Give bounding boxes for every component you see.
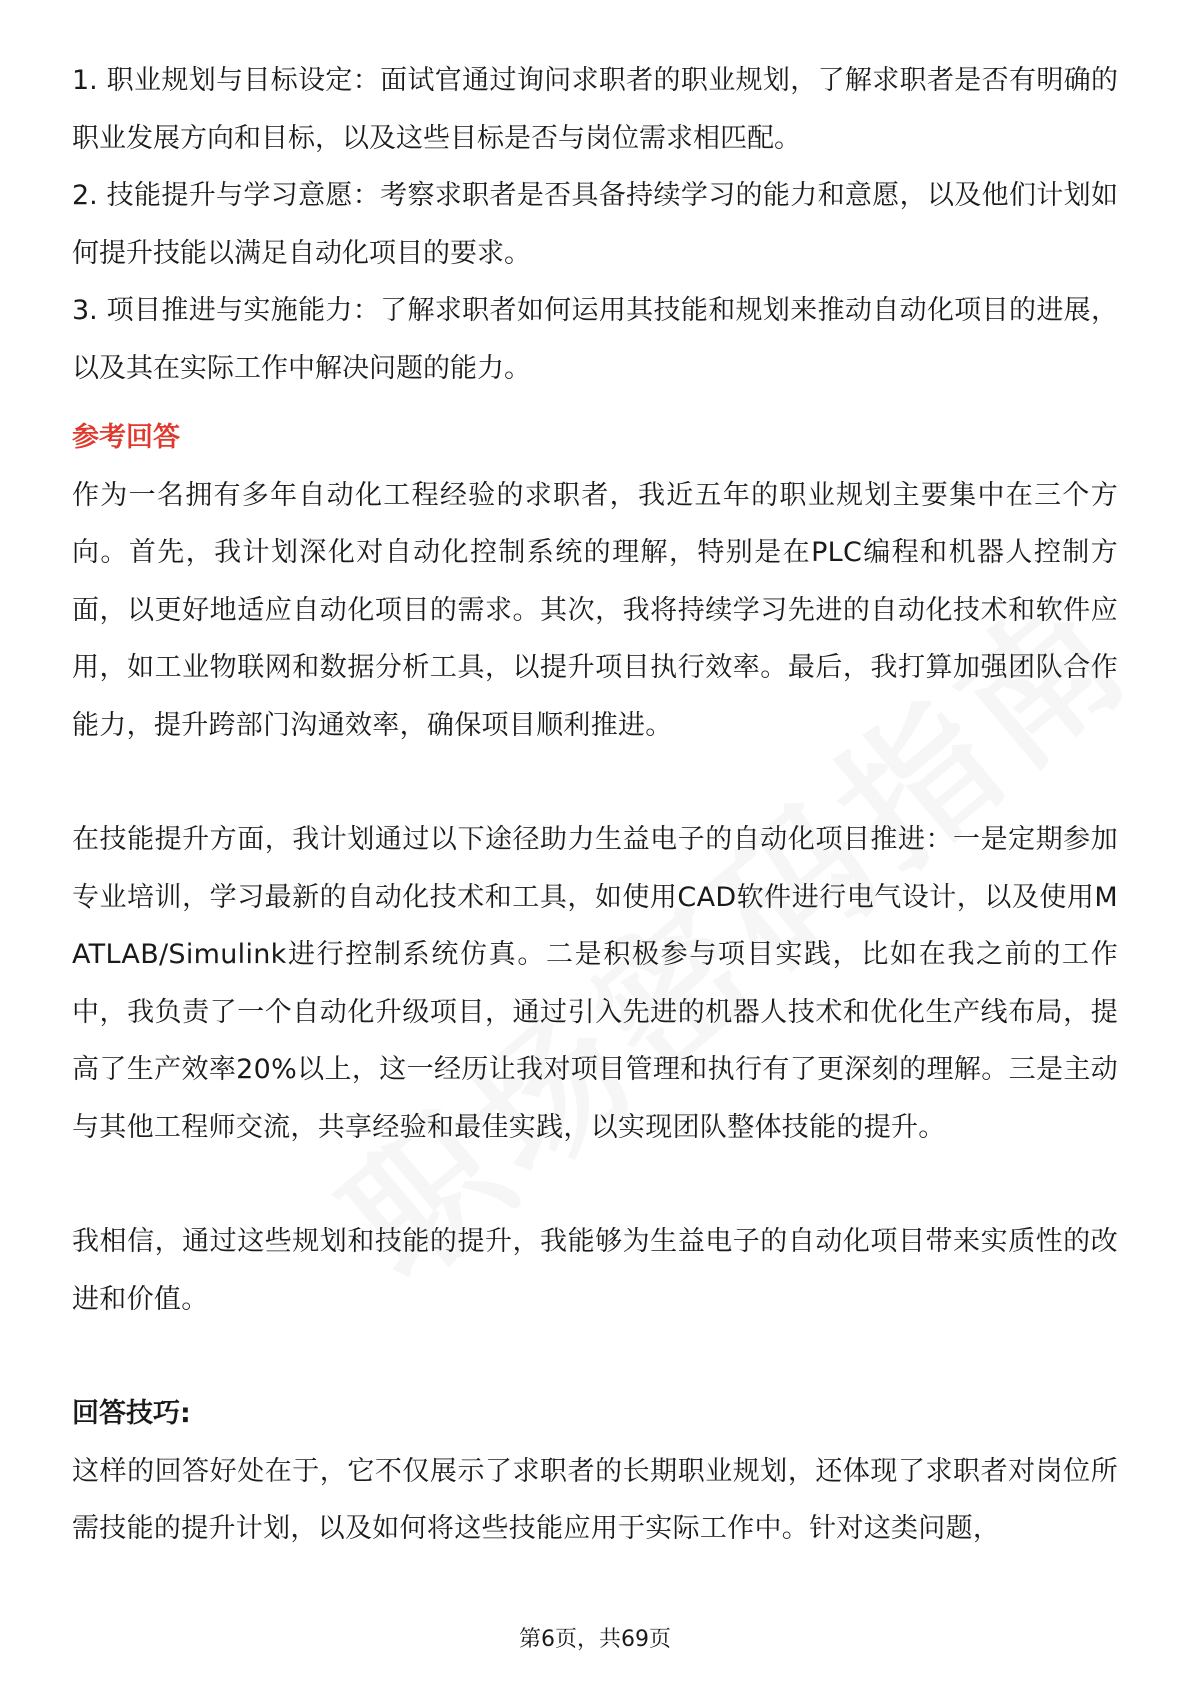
- tips-paragraph: 这样的回答好处在于，它不仅展示了求职者的长期职业规划，还体现了求职者对岗位所需技能的提升计划，以及如何将这些技能应用于实际工作中。针对这类问题，: [72, 1455, 1118, 1544]
- answer-paragraph: 作为一名拥有多年自动化工程经验的求职者，我近五年的职业规划主要集中在三个方向。首先，我计划深化对自动化控制系统的理解，特别是在PLC编程和机器人控制方面，以更好地适应自动化项目的需求。其次，我将持续学习先进的自动化技术和软件应用，如工业物联网和数据分析工具，以提升项目执行效率。最后，我打算加强团队合作能力，提升跨部门沟通效率，确保项目顺利推进。: [72, 479, 1118, 741]
- list-item: 3. 项目推进与实施能力：了解求职者如何运用其技能和规划来推动自动化项目的进展，以及其在实际工作中解决问题的能力。: [72, 295, 1118, 384]
- list-item: 1. 职业规划与目标设定：面试官通过询问求职者的职业规划，了解求职者是否有明确的职业发展方向和目标，以及这些目标是否与岗位需求相匹配。: [72, 65, 1118, 154]
- answer-paragraph: 在技能提升方面，我计划通过以下途径助力生益电子的自动化项目推进：一是定期参加专业培训，学习最新的自动化技术和工具，如使用CAD软件进行电气设计，以及使用MATLAB/Simulink进行控制系统仿真。二是积极参与项目实践，比如在我之前的工作中，我负责了一个自动化升级项目，通过引入先进的机器人技术和优化生产线布局，提高了生产效率20%以上，这一经历让我对项目管理和执行有了更深刻的理解。三是主动与其他工程师交流，共享经验和最佳实践，以实现团队整体技能的提升。: [72, 824, 1118, 1143]
- intro-list: [72, 52, 1118, 397]
- tips-title: 回答技巧:: [72, 1398, 191, 1429]
- answer-paragraph: 我相信，通过这些规划和技能的提升，我能够为生益电子的自动化项目带来实质性的改进和价值。: [72, 1226, 1118, 1315]
- document-page: [72, 52, 1118, 1558]
- list-item: 2. 技能提升与学习意愿：考察求职者是否具备持续学习的能力和意愿，以及他们计划如何提升技能以满足自动化项目的要求。: [72, 180, 1118, 269]
- reference-answer-title: 参考回答: [72, 422, 180, 453]
- page-footer: 第6页，共69页: [519, 1627, 671, 1652]
